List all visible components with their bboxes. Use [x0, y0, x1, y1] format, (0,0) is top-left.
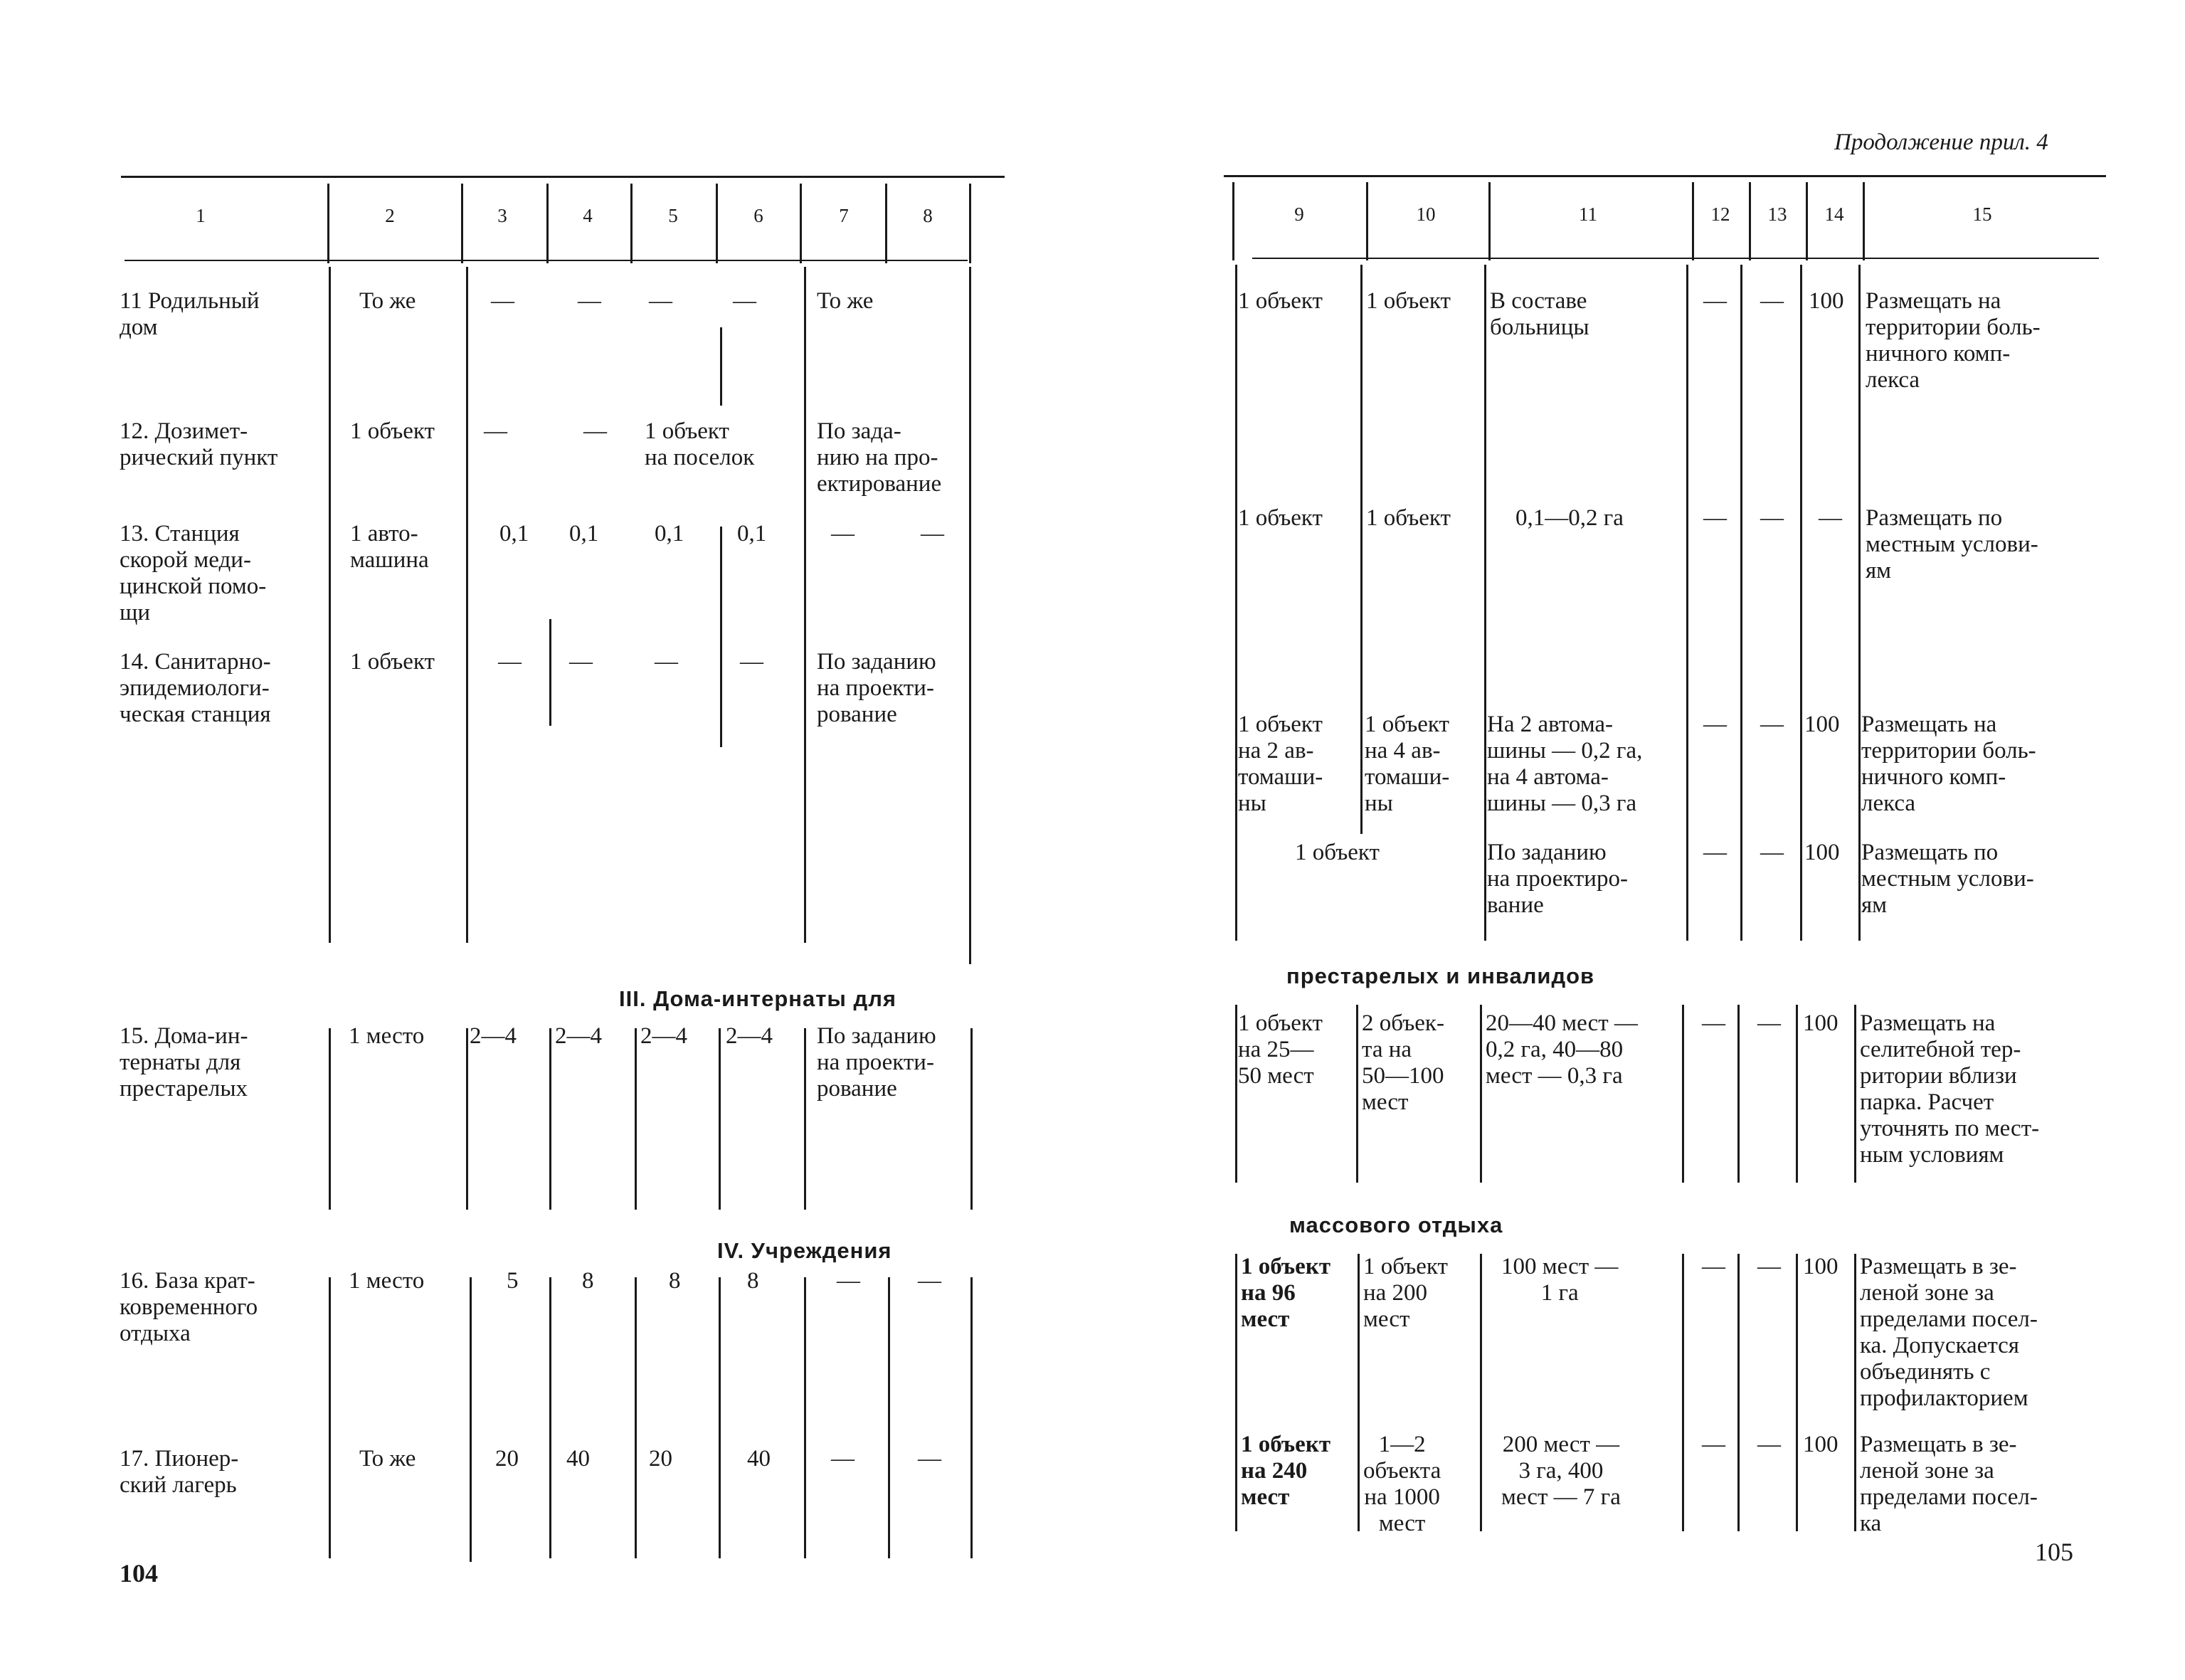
row17-c2: То же [359, 1446, 416, 1472]
right-hdr-sep [1366, 182, 1368, 260]
left-body-sep [720, 527, 722, 747]
row14-c9: 1 объект [1295, 840, 1380, 865]
left-top-rule [121, 176, 1005, 178]
row15-c14: 100 [1803, 1010, 1839, 1036]
row16-c14: 100 [1803, 1254, 1839, 1279]
right-body-sep [1854, 1005, 1856, 1183]
row16-c8: — [918, 1268, 941, 1294]
right-header-15: 15 [1972, 204, 1992, 225]
row14-c15: Размещать по местным услови- ям [1861, 840, 2034, 918]
right-hdr-sep [1806, 182, 1808, 260]
left-header-2: 2 [385, 205, 395, 226]
row17-c14: 100 [1803, 1432, 1839, 1457]
left-hdr-sep [800, 184, 802, 263]
row13-c13: — [1760, 712, 1784, 737]
row15-c2: 1 место [349, 1023, 425, 1049]
right-body-sep [1737, 1005, 1740, 1183]
row17-c11: 200 мест — 3 га, 400 мест — 7 га [1501, 1432, 1621, 1510]
right-body-sep [1360, 265, 1363, 834]
row11-c7: То же [817, 288, 874, 314]
row12-c12: — [1703, 505, 1727, 531]
row13-c3: 0,1 [499, 521, 529, 546]
row13-c8: — [921, 521, 944, 546]
right-body-sep [1682, 1005, 1684, 1183]
row11-c9: 1 объект [1238, 288, 1323, 314]
left-body-sep [549, 619, 551, 726]
row17-c4: 40 [566, 1446, 590, 1472]
row12-c10: 1 объект [1366, 505, 1451, 531]
row15-c7: По заданию на проекти- рование [817, 1023, 936, 1101]
row14-name: 14. Санитарно- эпидемиологи- ческая станция [120, 649, 271, 727]
row14-c6: — [740, 649, 763, 675]
right-body-sep [1796, 1005, 1798, 1183]
row11-c5: — [649, 288, 672, 314]
row12-c3: — [484, 418, 507, 444]
left-body-sep [466, 1028, 468, 1210]
left-hdr-sep [461, 184, 463, 263]
left-header-6: 6 [753, 205, 763, 226]
row13-c6: 0,1 [737, 521, 767, 546]
right-body-sep [1858, 265, 1861, 941]
row13-c2: 1 авто- машина [350, 521, 429, 573]
row11-c12: — [1703, 288, 1727, 314]
right-header-11: 11 [1579, 204, 1597, 225]
left-body-sep [804, 267, 806, 943]
left-hdr-sep [716, 184, 718, 263]
right-header-10: 10 [1416, 204, 1436, 225]
row12-c13: — [1760, 505, 1784, 531]
row15-c5: 2—4 [640, 1023, 687, 1049]
row16-c2: 1 место [349, 1268, 425, 1294]
row15-c3: 2—4 [470, 1023, 517, 1049]
left-header-4: 4 [583, 205, 593, 226]
row14-c3: — [498, 649, 522, 675]
row16-name: 16. База крат- ковременного отдыха [120, 1268, 258, 1346]
row15-c4: 2—4 [555, 1023, 602, 1049]
right-body-sep [1358, 1254, 1360, 1531]
row14-c7: По заданию на проекти- рование [817, 649, 936, 727]
row17-c9: 1 объект на 240 мест [1241, 1432, 1331, 1510]
row12-c11: 0,1—0,2 га [1515, 505, 1624, 531]
row17-c8: — [918, 1446, 941, 1472]
left-body-sep [549, 1028, 551, 1210]
row15-c12: — [1702, 1010, 1725, 1036]
row13-c5: 0,1 [655, 521, 684, 546]
row16-c4: 8 [582, 1268, 594, 1294]
left-hdr-sep [630, 184, 633, 263]
row17-c12: — [1702, 1432, 1725, 1457]
row11-c11: В составе больницы [1490, 288, 1589, 340]
right-body-sep [1235, 1005, 1237, 1183]
row16-c6: 8 [747, 1268, 759, 1294]
row15-c11: 20—40 мест — 0,2 га, 40—80 мест — 0,3 га [1486, 1010, 1638, 1089]
row11-c13: — [1760, 288, 1784, 314]
row13-c7: — [831, 521, 855, 546]
continuation-title: Продолжение прил. 4 [1834, 130, 2048, 155]
right-body-sep [1796, 1254, 1798, 1531]
right-body-sep [1737, 1254, 1740, 1531]
row16-c9: 1 объект на 96 мест [1241, 1254, 1331, 1332]
left-body-sep [329, 1028, 331, 1210]
row14-c13: — [1760, 840, 1784, 865]
row11-c10: 1 объект [1366, 288, 1451, 314]
left-hdr-sep [327, 184, 329, 263]
left-hdr-sep [546, 184, 549, 263]
row12-c7: По зада- нию на про- ектирование [817, 418, 942, 497]
row11-c2: То же [359, 288, 416, 314]
right-body-sep [1484, 265, 1486, 941]
row12-c14: — [1819, 505, 1842, 531]
right-body-sep [1235, 265, 1237, 941]
row13-name: 13. Станция скорой меди- цинской помо- щи [120, 521, 267, 625]
left-body-sep [329, 1277, 331, 1558]
row14-c14: 100 [1804, 840, 1840, 865]
row14-c5: — [655, 649, 678, 675]
row14-c12: — [1703, 840, 1727, 865]
row11-name: 11 Родильный дом [120, 288, 260, 340]
right-body-sep [1480, 1005, 1482, 1183]
row13-c10: 1 объект на 4 ав- томаши- ны [1365, 712, 1450, 816]
row11-c15: Размещать на территории боль- ничного комп- лекса [1866, 288, 2041, 393]
right-body-sep [1854, 1254, 1856, 1531]
left-body-sep [969, 267, 971, 964]
row12-c4: — [583, 418, 607, 444]
row16-c7: — [837, 1268, 860, 1294]
section-title-3-right: престарелых и инвалидов [1286, 963, 1595, 988]
row12-c2: 1 объект [350, 418, 435, 444]
page-number-right: 105 [2035, 1538, 2073, 1566]
row13-c14: 100 [1804, 712, 1840, 737]
right-header-14: 14 [1824, 204, 1844, 225]
row15-c9: 1 объект на 25— 50 мест [1238, 1010, 1323, 1089]
left-body-sep [720, 327, 722, 406]
right-body-sep [1740, 265, 1742, 941]
row11-c6: — [733, 288, 756, 314]
right-body-sep [1235, 1254, 1237, 1531]
row17-c15: Размещать в зе- леной зоне за пределами посел- ка [1860, 1432, 2038, 1536]
row14-c11: По заданию на проектиро- вание [1487, 840, 1628, 918]
left-header-7: 7 [839, 205, 849, 226]
left-body-sep [470, 1277, 472, 1562]
row17-c7: — [831, 1446, 855, 1472]
left-body-sep [970, 1277, 973, 1558]
row17-c6: 40 [747, 1446, 771, 1472]
row16-c3: 5 [507, 1268, 519, 1294]
right-body-sep [1800, 265, 1802, 941]
row13-c4: 0,1 [569, 521, 599, 546]
row16-c12: — [1702, 1254, 1725, 1279]
right-body-sep [1682, 1254, 1684, 1531]
row15-name: 15. Дома-ин- тернаты для престарелых [120, 1023, 248, 1101]
row13-c9: 1 объект на 2 ав- томаши- ны [1238, 712, 1323, 816]
section-title-3-left: III. Дома-интернаты для [619, 986, 896, 1011]
row17-c13: — [1757, 1432, 1781, 1457]
right-body-sep [1480, 1254, 1482, 1531]
left-body-sep [635, 1277, 637, 1558]
row15-c15: Размещать на селитебной тер- ритории вблизи парка. Расчет уточнять по мест- ным условиям [1860, 1010, 2040, 1168]
row13-c15: Размещать на территории боль- ничного комп- лекса [1861, 712, 2036, 816]
right-hdr-sep [1232, 182, 1234, 260]
row15-c6: 2—4 [726, 1023, 773, 1049]
row11-c3: — [491, 288, 514, 314]
row17-name: 17. Пионер- ский лагерь [120, 1446, 239, 1498]
left-body-sep [888, 1277, 890, 1558]
right-header-9: 9 [1294, 204, 1304, 225]
row12-c15: Размещать по местным услови- ям [1866, 505, 2038, 583]
left-body-sep [466, 267, 468, 943]
row16-c10: 1 объект на 200 мест [1363, 1254, 1448, 1332]
row12-c5: 1 объект на поселок [645, 418, 755, 470]
right-header-13: 13 [1767, 204, 1787, 225]
page-number-left: 104 [120, 1559, 158, 1587]
row15-c13: — [1757, 1010, 1781, 1036]
left-body-sep [719, 1028, 721, 1210]
left-body-sep [329, 267, 331, 943]
right-header-bottom-rule [1252, 258, 2099, 259]
right-hdr-sep [1863, 182, 1865, 260]
row17-c5: 20 [649, 1446, 672, 1472]
row14-c2: 1 объект [350, 649, 435, 675]
left-body-sep [970, 1028, 973, 1210]
row16-c15: Размещать в зе- леной зоне за пределами посел- ка. Допускается объединять с профилакторием [1860, 1254, 2038, 1411]
right-header-12: 12 [1710, 204, 1730, 225]
row13-c12: — [1703, 712, 1727, 737]
left-body-sep [804, 1028, 806, 1210]
left-body-sep [549, 1277, 551, 1558]
right-hdr-sep [1692, 182, 1694, 260]
row12-c9: 1 объект [1238, 505, 1323, 531]
right-body-sep [1686, 265, 1688, 941]
left-body-sep [635, 1028, 637, 1210]
row11-c4: — [578, 288, 601, 314]
left-header-3: 3 [497, 205, 507, 226]
left-body-sep [804, 1277, 806, 1558]
row17-c3: 20 [495, 1446, 519, 1472]
right-hdr-sep [1749, 182, 1751, 260]
left-body-sep [719, 1277, 721, 1558]
left-hdr-sep [969, 184, 971, 263]
right-body-sep [1356, 1005, 1358, 1183]
row15-c10: 2 объек- та на 50—100 мест [1362, 1010, 1444, 1115]
left-header-8: 8 [923, 205, 933, 226]
row12-name: 12. Дозимет- рический пункт [120, 418, 278, 470]
row11-c14: 100 [1809, 288, 1844, 314]
right-top-rule [1224, 175, 2106, 177]
row16-c5: 8 [669, 1268, 681, 1294]
left-hdr-sep [885, 184, 887, 263]
row16-c11: 100 мест — 1 га [1501, 1254, 1619, 1306]
right-hdr-sep [1488, 182, 1491, 260]
section-title-4-right: массового отдыха [1289, 1213, 1503, 1237]
row16-c13: — [1757, 1254, 1781, 1279]
left-header-1: 1 [196, 205, 206, 226]
left-header-5: 5 [668, 205, 678, 226]
section-title-4-left: IV. Учреждения [717, 1238, 892, 1263]
row13-c11: На 2 автома- шины — 0,2 га, на 4 автома- шины — 0,3 га [1487, 712, 1643, 816]
row17-c10: 1—2 объекта на 1000 мест [1363, 1432, 1441, 1536]
row14-c4: — [569, 649, 593, 675]
